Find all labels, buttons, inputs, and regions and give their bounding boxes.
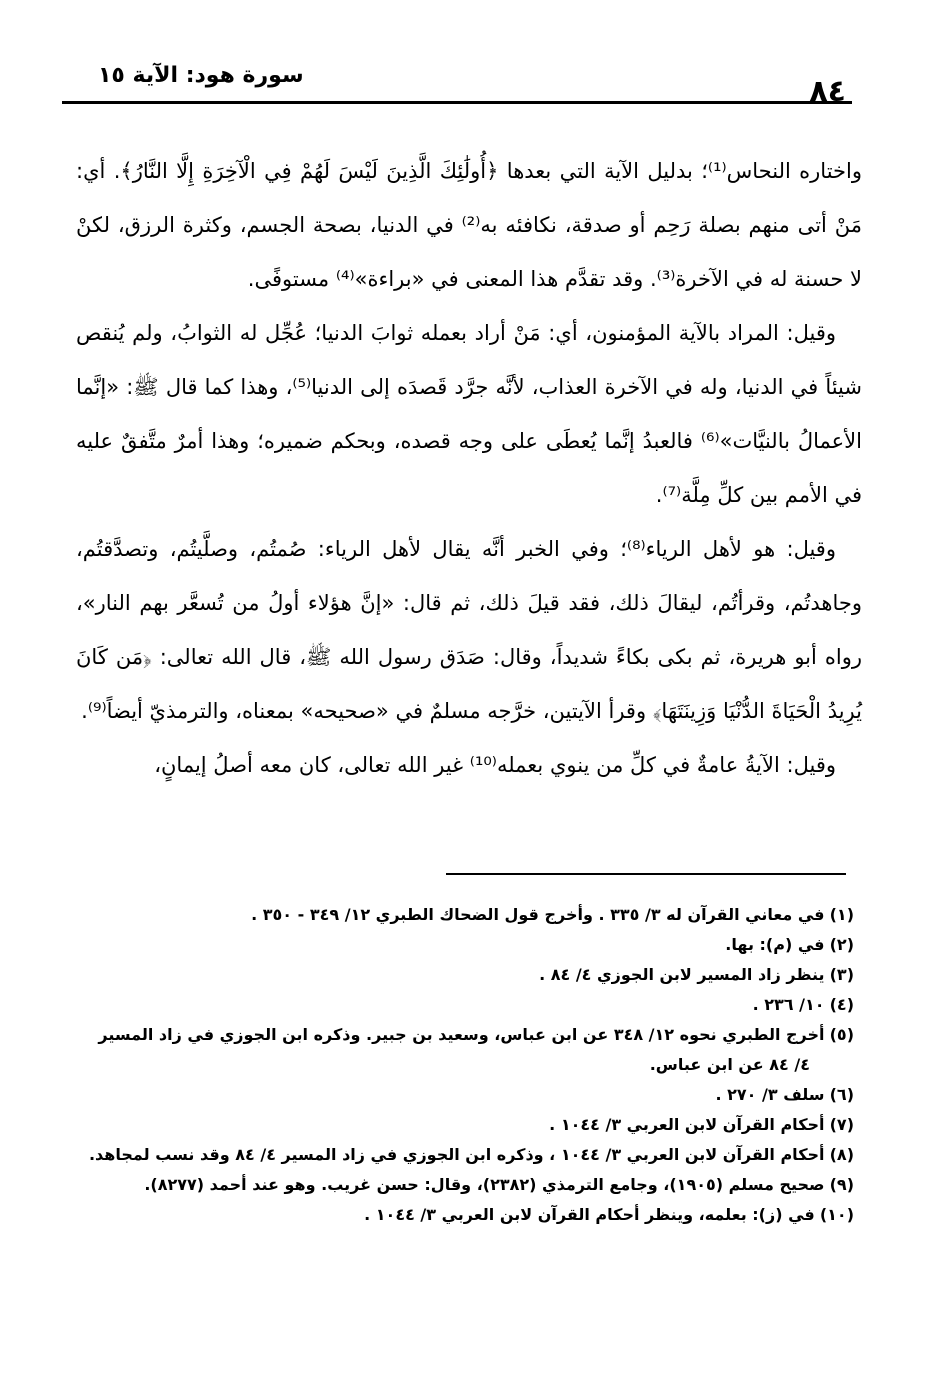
footnote-7 xyxy=(66,1110,854,1140)
footnote-5 xyxy=(66,1020,854,1050)
footnote-4 xyxy=(66,990,854,1020)
footnote-1 xyxy=(66,900,854,930)
footnote-3 xyxy=(66,960,854,990)
footnote-number: (٣) xyxy=(829,965,854,984)
footnote-text: ينظر زاد المسير لابن الجوزي ٤/ ٨٤ . xyxy=(539,965,825,984)
footnote-5-continuation xyxy=(66,1050,854,1080)
footnote-text: أحكام القرآن لابن العربي ٣/ ١٠٤٤ . xyxy=(549,1115,825,1134)
footnote-number: (٩) xyxy=(829,1175,854,1194)
footnote-number: (٤) xyxy=(829,995,854,1014)
footnote-text: في (م): بها. xyxy=(725,935,825,954)
footnote-number: (٥) xyxy=(829,1025,854,1044)
footnote-text: في (ز): بعلمه، وينظر أحكام القرآن لابن العربي ٣/ ١٠٤٤ . xyxy=(364,1205,815,1224)
paragraph-1: واختاره النحاس⁽¹⁾؛ بدليل الآية التي بعدها ﴿أُولَٰئِكَ الَّذِينَ لَيْسَ لَهُمْ فِي الْآخِرَةِ إِلَّا النَّارُ﴾. أي: مَنْ أتى منهم بصلة رَحِم أو صدقة، نكافئه به⁽²⁾ في الدنيا، بصحة الجسم، وكثرة الرزق، لكنْ لا حسنة له في الآخرة⁽³⁾. وقد تقدَّم هذا المعنى في «براءة»⁽⁴⁾ مستوفًى. xyxy=(76,159,862,291)
footnote-number: (٦) xyxy=(829,1085,854,1104)
footnote-text: في معاني القرآن له ٣/ ٣٣٥ . وأخرج قول الضحاك الطبري ١٢/ ٣٤٩ - ٣٥٠ . xyxy=(251,905,825,924)
footnote-8 xyxy=(66,1140,854,1170)
paragraph-4: وقيل: الآيةُ عامةٌ في كلِّ من ينوي بعمله⁽¹⁰⁾ غير الله تعالى، كان معه أصلُ إيمانٍ، xyxy=(154,753,836,777)
footnote-text: سلف ٣/ ٢٧٠ . xyxy=(715,1085,825,1104)
footnote-number: (١٠) xyxy=(819,1205,854,1224)
running-title: سورة هود: الآية ١٥ xyxy=(98,63,304,88)
footnote-number: (٢) xyxy=(829,935,854,954)
page-number: ٨٤ xyxy=(809,74,846,109)
footnote-number: (١) xyxy=(829,905,854,924)
main-text xyxy=(76,144,862,792)
paragraph-3: وقيل: هو لأهل الرياء⁽⁸⁾؛ وفي الخبر أنَّه يقال لأهل الرياء: صُمتُم، وصلَّيتُم، وتصدَّقتُم، وجاهدتُم، وقرأتُم، ليقالَ ذلك، فقد قيلَ ذلك، ثم قال: «إنَّ هؤلاء أولُ من تُسعَّر بهم النار»، رواه أبو هريرة، ثم بكى بكاءً شديداً، وقال: صَدَق رسول الله ﷺ، قال الله تعالى: ﴿مَن كَانَ يُرِيدُ الْحَيَاةَ الدُّنْيَا وَزِينَتَهَا﴾ وقرأ الآيتين، خرَّجه مسلمٌ في «صحيحه» بمعناه، والترمذيّ أيضاً⁽⁹⁾. xyxy=(76,537,862,723)
footnote-text: أحكام القرآن لابن العربي ٣/ ١٠٤٤ ، وذكره ابن الجوزي في زاد المسير ٤/ ٨٤ وقد نسب لمجاهد. xyxy=(88,1145,825,1164)
footnote-number: (٧) xyxy=(829,1115,854,1134)
footnote-number: (٨) xyxy=(829,1145,854,1164)
footnote-10 xyxy=(66,1200,854,1230)
footnote-6 xyxy=(66,1080,854,1110)
paragraph-2: وقيل: المراد بالآية المؤمنون، أي: مَنْ أراد بعمله ثوابَ الدنيا؛ عُجِّل له الثوابُ، ولم يُنقص شيئاً في الدنيا، وله في الآخرة العذاب، لأنَّه جرَّد قَصدَه إلى الدنيا⁽⁵⁾، وهذا كما قال ﷺ: «إنَّما الأعمالُ بالنيَّات»⁽⁶⁾ فالعبدُ إنَّما يُعطَى على وجه قصده، وبحكم ضميره؛ وهذا أمرٌ متَّفقٌ عليه في الأمم بين كلِّ مِلَّة⁽⁷⁾. xyxy=(76,321,862,507)
footnote-separator xyxy=(446,873,846,875)
footnote-text: ٤/ ٨٤ عن ابن عباس. xyxy=(649,1055,810,1074)
footnote-2 xyxy=(66,930,854,960)
footnote-9 xyxy=(66,1170,854,1200)
footnotes xyxy=(66,900,854,1230)
footnote-text: صحيح مسلم (١٩٠٥)، وجامع الترمذي (٢٣٨٢)، وقال: حسن غريب. وهو عند أحمد (٨٢٧٧). xyxy=(144,1175,825,1194)
footnote-text: ١٠/ ٢٣٦ . xyxy=(752,995,825,1014)
header-rule xyxy=(62,101,852,104)
page-header xyxy=(62,60,852,109)
footnote-text: أخرج الطبري نحوه ١٢/ ٣٤٨ عن ابن عباس، وسعيد بن جبير. وذكره ابن الجوزي في زاد المسير xyxy=(98,1025,825,1044)
